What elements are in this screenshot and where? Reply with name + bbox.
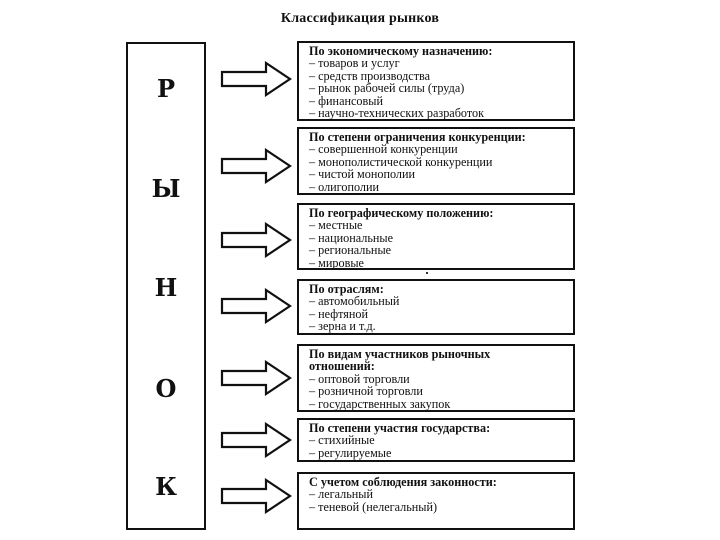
category-item: – теневой (нелегальный): [309, 499, 438, 514]
arrow-1: [220, 61, 292, 97]
category-item: – местные: [309, 218, 363, 233]
category-heading: По степени ограничения конкуренции:: [309, 130, 526, 144]
category-item: – финансовый: [309, 93, 383, 108]
arrow-2: [220, 148, 292, 184]
category-heading: По видам участников рыночных отношений:: [309, 347, 491, 374]
category-industries: [297, 279, 575, 335]
category-item: – товаров и услуг: [309, 56, 400, 71]
diagram-title: Классификация рынков: [280, 11, 440, 26]
category-item: – автомобильный: [309, 294, 400, 309]
stray-dot: [426, 272, 428, 274]
arrow-7: [220, 478, 292, 514]
category-item: – национальные: [309, 230, 394, 245]
category-heading: По степени участия государства:: [309, 421, 491, 435]
category-item: – оптовой торговли: [309, 371, 410, 386]
category-item: – рынок рабочей силы (труда): [309, 81, 465, 96]
arrow-3: [220, 222, 292, 258]
category-heading: По географическому положению:: [309, 206, 494, 220]
letter-y: Ы: [151, 174, 181, 203]
category-competition: [297, 127, 575, 195]
category-item: – средств производства: [309, 68, 431, 83]
letter-k: К: [155, 472, 177, 501]
letter-n: Н: [154, 273, 178, 302]
letter-o: О: [155, 374, 177, 403]
category-legality: [297, 472, 575, 530]
category-item: – совершенной конкуренции: [309, 142, 458, 157]
category-item: – научно-технических разработок: [309, 106, 485, 121]
arrow-4: [220, 288, 292, 324]
category-item: – олигополии: [309, 179, 380, 194]
arrow-6: [220, 422, 292, 458]
category-item: – региональные: [309, 243, 392, 258]
category-item: – легальный: [309, 487, 374, 502]
category-item: – розничной торговли: [309, 384, 423, 399]
category-item: – мировые: [309, 255, 364, 270]
category-item: – чистой монополии: [309, 167, 416, 182]
category-item: – государственных закупок: [309, 396, 451, 411]
category-item: – регулируемые: [309, 445, 392, 460]
category-item: – зерна и т.д.: [309, 319, 376, 334]
category-state-participation: [297, 418, 575, 462]
category-item: – стихийные: [309, 433, 375, 448]
category-heading: По отраслям:: [309, 282, 384, 296]
category-heading: По экономическому назначению:: [309, 44, 493, 58]
category-participants: [297, 344, 575, 412]
category-geography: [297, 203, 575, 270]
category-item: – нефтяной: [309, 306, 369, 321]
arrow-5: [220, 360, 292, 396]
letter-r: Р: [156, 74, 176, 103]
category-item: – монополистической конкуренции: [309, 154, 493, 169]
category-economic-purpose: [297, 41, 575, 121]
category-heading: С учетом соблюдения законности:: [309, 475, 497, 489]
market-word-box: [126, 42, 206, 530]
